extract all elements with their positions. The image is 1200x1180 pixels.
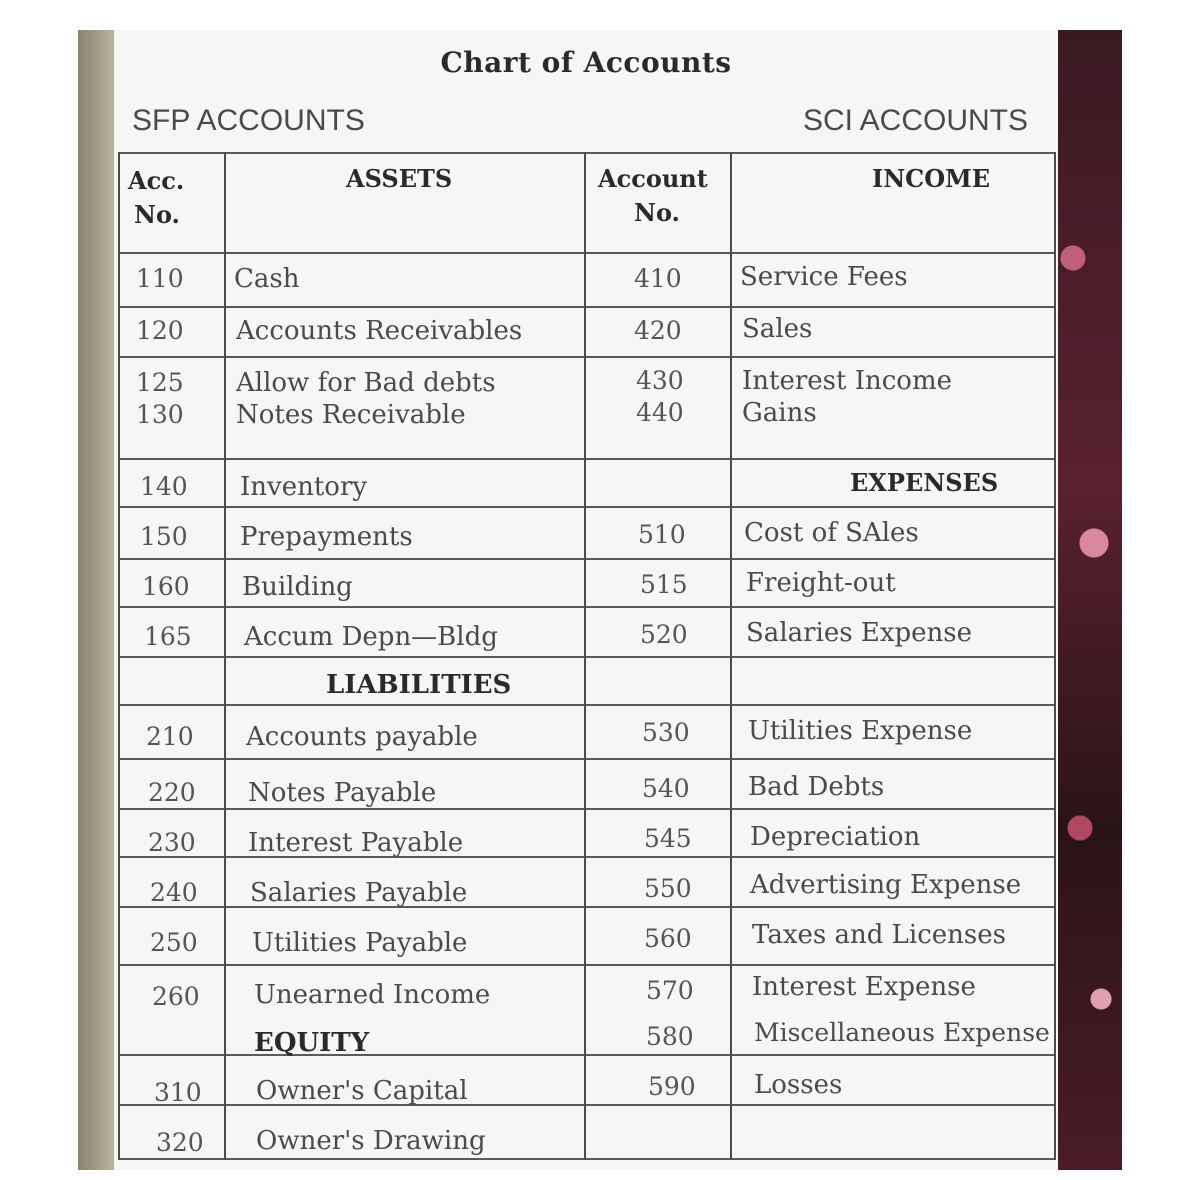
table-top-rule — [118, 152, 1054, 154]
asset-name: Cash — [234, 264, 300, 294]
liability-name: Notes Payable — [248, 778, 437, 808]
asset-name: Accounts Receivables — [236, 316, 523, 346]
sci-accounts-header: SCI ACCOUNTS — [802, 104, 1028, 137]
equity-heading: EQUITY — [254, 1028, 370, 1058]
row-rule — [118, 458, 1054, 460]
liability-no: 230 — [148, 828, 196, 857]
expense-no: 510 — [638, 520, 686, 549]
page-title: Chart of Accounts — [440, 46, 732, 79]
income-name: Service Fees — [740, 262, 908, 292]
expense-name: Cost of SAles — [744, 518, 919, 548]
expenses-heading: EXPENSES — [850, 468, 999, 497]
col-rule — [224, 152, 226, 1160]
asset-name: Prepayments — [240, 522, 413, 552]
expense-name: Advertising Expense — [750, 870, 1022, 900]
equity-name: Owner's Capital — [256, 1076, 468, 1106]
floral-fabric-edge — [1052, 30, 1122, 1170]
col-acc-no: Acc. — [128, 166, 185, 195]
expense-no: 530 — [642, 718, 690, 747]
expense-name: Depreciation — [750, 822, 921, 852]
asset-name: Accum Depn—Bldg — [244, 622, 498, 652]
row-rule — [118, 606, 1054, 608]
row-rule — [118, 506, 1054, 508]
asset-no: 165 — [144, 622, 192, 651]
expense-no: 520 — [640, 620, 688, 649]
col-assets: ASSETS — [346, 164, 453, 193]
liability-no: 240 — [150, 878, 198, 907]
expense-no: 515 — [640, 570, 688, 599]
equity-no: 320 — [156, 1128, 204, 1157]
expense-no: 545 — [644, 824, 692, 853]
chart-of-accounts-sheet — [114, 30, 1058, 1170]
income-no: 430 — [636, 366, 684, 395]
liability-name: Unearned Income — [254, 980, 491, 1010]
asset-no: 110 — [136, 264, 184, 293]
row-rule — [118, 306, 1054, 308]
income-name: Interest Income — [742, 366, 952, 396]
income-no: 410 — [634, 264, 682, 293]
expense-no: 590 — [648, 1072, 696, 1101]
liability-no: 210 — [146, 722, 194, 751]
expense-name: Miscellaneous Expense — [754, 1018, 1050, 1047]
income-name: Sales — [742, 314, 813, 344]
col-account-no: Account — [598, 164, 708, 193]
row-rule — [118, 356, 1054, 358]
liability-name: Salaries Payable — [250, 878, 468, 908]
liability-no: 260 — [152, 982, 200, 1011]
sfp-accounts-header: SFP ACCOUNTS — [132, 104, 365, 137]
col-rule — [584, 152, 586, 1160]
asset-name: Building — [242, 572, 353, 602]
expense-name: Losses — [754, 1070, 843, 1100]
expense-no: 550 — [644, 874, 692, 903]
row-rule — [118, 252, 1054, 254]
asset-no: 160 — [142, 572, 190, 601]
equity-no: 310 — [154, 1078, 202, 1107]
col-account-no-line2: No. — [634, 198, 680, 227]
liability-name: Utilities Payable — [252, 928, 468, 958]
income-no: 420 — [634, 316, 682, 345]
income-no: 440 — [636, 398, 684, 427]
row-rule — [118, 558, 1054, 560]
expense-name: Bad Debts — [748, 772, 885, 802]
expense-no: 580 — [646, 1022, 694, 1051]
expense-no: 560 — [644, 924, 692, 953]
col-rule — [118, 152, 120, 1160]
expense-name: Salaries Expense — [746, 618, 973, 648]
liabilities-heading: LIABILITIES — [326, 670, 512, 700]
equity-name: Owner's Drawing — [256, 1126, 486, 1156]
asset-no: 120 — [136, 316, 184, 345]
liability-no: 250 — [150, 928, 198, 957]
expense-no: 540 — [642, 774, 690, 803]
asset-no: 125 — [136, 368, 184, 397]
asset-name: Inventory — [240, 472, 368, 502]
liability-name: Interest Payable — [248, 828, 464, 858]
table-bottom-rule — [118, 1158, 1054, 1160]
expense-name: Utilities Expense — [748, 716, 973, 746]
asset-no: 130 — [136, 400, 184, 429]
row-rule — [118, 656, 1054, 658]
liability-name: Accounts payable — [246, 722, 478, 752]
asset-name: Notes Receivable — [236, 400, 466, 430]
row-rule — [118, 758, 1054, 760]
col-rule — [730, 152, 732, 1160]
row-rule — [118, 704, 1054, 706]
col-income: INCOME — [872, 164, 991, 193]
expense-name: Interest Expense — [752, 972, 976, 1002]
asset-name: Allow for Bad debts — [236, 368, 496, 398]
asset-no: 140 — [140, 472, 188, 501]
row-rule — [118, 808, 1054, 810]
expense-no: 570 — [646, 976, 694, 1005]
col-acc-no-line2: No. — [134, 200, 180, 229]
liability-no: 220 — [148, 778, 196, 807]
income-name: Gains — [742, 398, 817, 428]
row-rule — [118, 964, 1054, 966]
col-rule — [1054, 152, 1056, 1160]
expense-name: Freight-out — [746, 568, 896, 598]
asset-no: 150 — [140, 522, 188, 551]
expense-name: Taxes and Licenses — [752, 920, 1006, 950]
